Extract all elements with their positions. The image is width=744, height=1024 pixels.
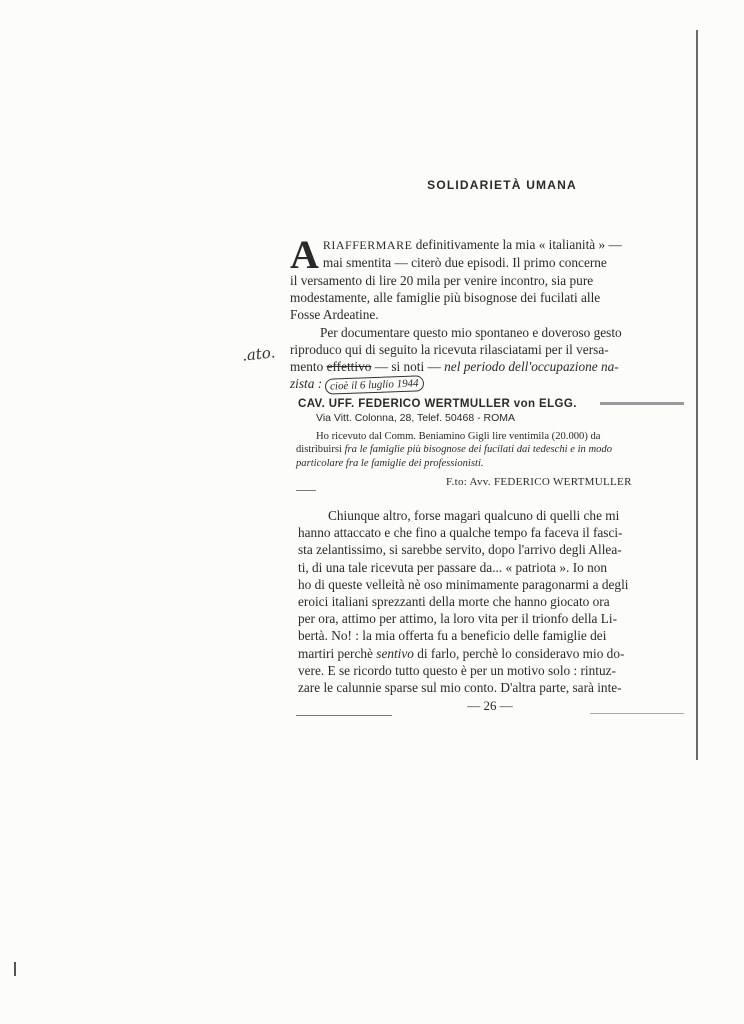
text-line: ti, di una tale ricevuta per passare da... « patriota ». Io non <box>298 559 608 575</box>
text-line: riproduco qui di seguito la ricevuta rilasciatami per il versa- <box>290 341 609 357</box>
text-segment: distribuirsi <box>296 444 345 456</box>
running-header: SOLIDARIETÀ UMANA <box>427 178 577 192</box>
receipt-signature: F.to: Avv. FEDERICO WERTMULLER <box>446 476 632 488</box>
text-line: mai smentita — citerò due episodi. Il primo concerne <box>322 255 607 271</box>
text-line: zare le calunnie sparse sul mio conto. D'altra parte, sarà inte- <box>298 680 622 696</box>
text-segment: — si noti — <box>371 359 445 375</box>
text-segment: di farlo, perchè lo consideravo mio do- <box>413 645 625 661</box>
text-line: ho di queste velleità nè oso minimamente paragonarmi a degli <box>298 576 629 592</box>
italic-text: fra le famiglie più bisognose dei fucilati dai tedeschi e in modo <box>344 444 613 456</box>
drop-cap: A <box>290 232 319 277</box>
text-line <box>290 236 684 254</box>
text-segment: martiri perchè <box>298 645 377 661</box>
text-line: Ho ricevuto dal Comm. Beniamino Gigli lire ventimila (20.000) da <box>316 431 601 442</box>
text-line: Per documentare questo mio spontaneo e doveroso gesto <box>320 324 622 340</box>
receipt-letterhead <box>298 398 688 424</box>
scan-rule <box>296 490 316 491</box>
italic-text: nel periodo dell'occupazione na- <box>444 359 619 375</box>
text-line <box>296 457 686 470</box>
text-line <box>296 443 686 456</box>
text-segment: definitivamente la mia « italianità » — <box>412 237 622 252</box>
text-line: eroici italiani sprezzanti della morte che hanno giocato ora <box>298 594 610 610</box>
italic-text: sentivo <box>376 645 414 661</box>
text-line: Chiunque altro, forse magari qualcuno di quelli che mi <box>328 508 620 523</box>
scan-rule <box>590 713 684 714</box>
page-number: — 26 — <box>467 698 513 713</box>
text-line: vere. E se ricordo tutto questo è per un motivo solo : rintuz- <box>298 662 616 678</box>
text-line <box>298 645 686 662</box>
page-edge-line <box>696 30 698 760</box>
text-line <box>290 358 684 375</box>
lead-word: RIAFFERMARE <box>322 238 413 252</box>
text-line: modestamente, alle famiglie più bisognose dei fucilati alle <box>290 290 601 306</box>
handwritten-margin-note: .ato. <box>241 343 277 365</box>
handwritten-date-annotation: cioè il 6 luglio 1944 <box>325 376 424 395</box>
paragraph-main <box>298 507 686 696</box>
text-segment: mento <box>290 359 327 375</box>
text-line: hanno attaccato e che fino a qualche tempo fa faceva il fasci- <box>298 525 623 541</box>
italic-text: zista : <box>290 376 323 392</box>
scan-rule <box>296 715 392 716</box>
paragraph-intro <box>290 232 684 393</box>
italic-text: particolare fra le famiglie dei professionisti. <box>296 457 484 469</box>
text-line: Fosse Ardeatine. <box>290 307 379 323</box>
receipt-issuer-address: Via Vitt. Colonna, 28, Telef. 50468 - ROMA <box>316 412 516 424</box>
text-line <box>290 375 684 393</box>
receipt-issuer-name: CAV. UFF. FEDERICO WERTMULLER von ELGG. <box>298 398 577 410</box>
text-line: il versamento di lire 20 mila per venire incontro, sia pure <box>290 273 594 288</box>
scan-speck <box>14 962 16 976</box>
text-line: sta zelantissimo, si sarebbe servito, dopo l'arrivo degli Allea- <box>298 542 622 558</box>
text-line: per ora, attimo per attimo, la loro vita per il trionfo della Li- <box>298 611 618 627</box>
receipt-text <box>296 430 686 470</box>
struck-text: effettivo <box>326 359 372 375</box>
text-line: bertà. No! : la mia offerta fu a beneficio delle famiglie dei <box>298 628 607 644</box>
